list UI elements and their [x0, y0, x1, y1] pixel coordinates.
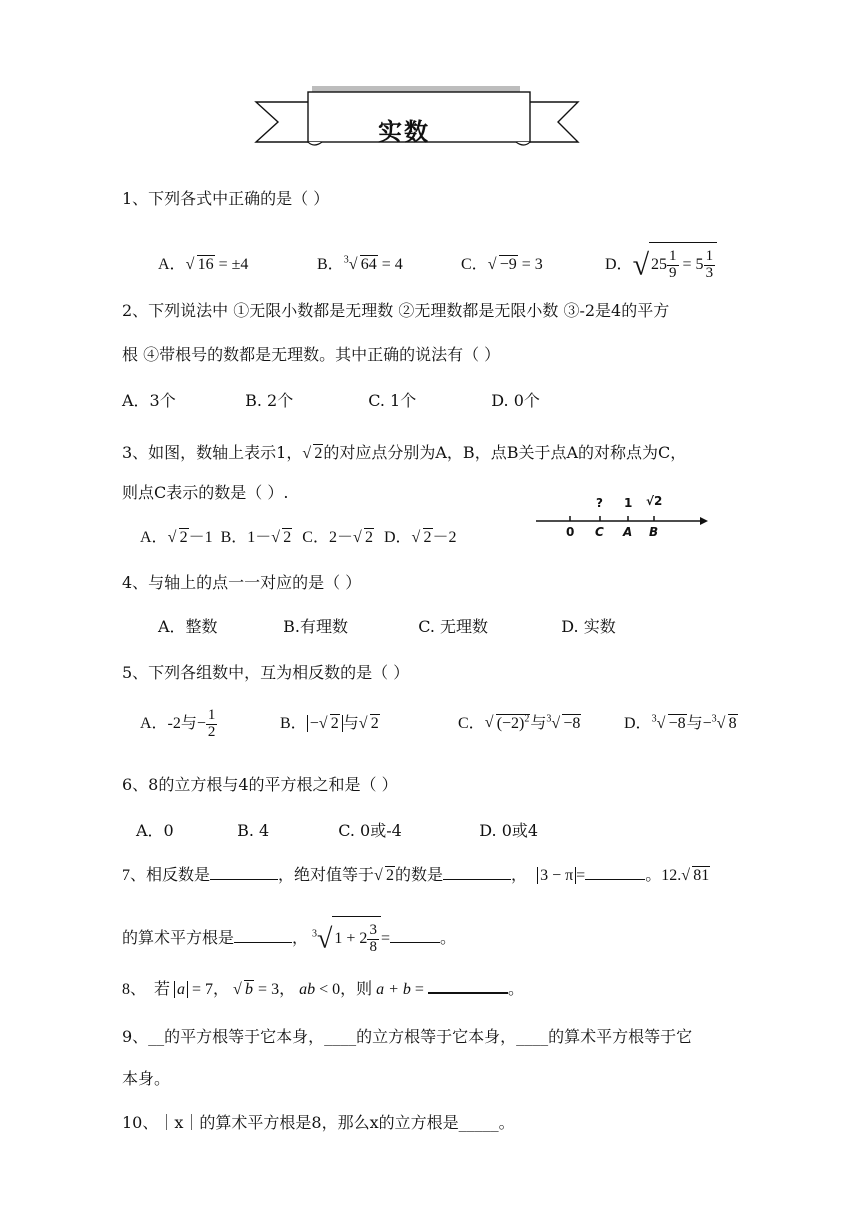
title-banner — [248, 78, 588, 156]
q3-option-d: D． √ 2－2 — [383, 529, 457, 546]
q3-option-c: C．2－ √ 2 — [302, 529, 373, 546]
q9-line1: 9、__的平方根等于它本身，____的立方根等于它本身，____的算术平方根等于它 — [122, 1027, 693, 1046]
q7-blank-4[interactable] — [234, 942, 292, 943]
q2-options — [122, 388, 540, 411]
q7-blank-1[interactable] — [210, 879, 278, 880]
q4-stem: 4、与轴上的点一一对应的是（ ） — [122, 573, 362, 592]
q4-option-a: A．整数 — [158, 617, 218, 636]
q4-option-c: C. 无理数 — [418, 617, 489, 636]
q2-option-a: A．3个 — [122, 391, 176, 410]
q7-blank-3[interactable] — [585, 879, 645, 880]
q7-blank-2[interactable] — [443, 879, 511, 880]
q6-options — [136, 818, 538, 841]
axis-label-one: 1 — [624, 496, 633, 510]
q2-line1: 2、下列说法中 ①无限小数都是无理数 ②无理数都是无限小数 ③-2是4的平方 — [122, 301, 670, 320]
q2-line2: 根 ④带根号的数都是无理数。其中正确的说法有（ ） — [122, 345, 501, 364]
q6-option-c: C. 0或-4 — [338, 821, 402, 840]
q3-line2: 则点C表示的数是（ ）. — [122, 483, 289, 502]
axis-label-a: A — [623, 525, 633, 539]
q6-option-a: A．0 — [136, 821, 174, 840]
axis-label-c: C — [595, 525, 604, 539]
q5-option-a: A．-2与− $\frac{1}{2}$ — [140, 707, 216, 740]
q5-stem: 5、下列各组数中，互为相反数的是（ ） — [122, 663, 410, 682]
q4-option-d: D. 实数 — [561, 617, 616, 636]
q5-option-c: C． √ $(-2)^2$与$^3$ √ −8 — [458, 713, 581, 732]
q5-options — [140, 708, 738, 741]
q5-option-b: B． − √ 2 与 √ 2 — [280, 714, 379, 732]
q4-options — [158, 614, 616, 637]
q3-line1: 3、如图，数轴上表示1， √ 2的对应点分别为A，B，点B关于点A的对称点为C， — [122, 443, 687, 462]
axis-label-sqrt2: √2 — [646, 494, 663, 508]
q10-line: 10、｜x｜的算术平方根是8，那么x的立方根是_____。 — [122, 1113, 515, 1132]
q1-option-a: A． √ 16 = ±4 — [158, 255, 249, 273]
q2-option-d: D. 0个 — [491, 391, 540, 410]
q2-option-c: C. 1个 — [368, 391, 417, 410]
number-line-figure — [534, 494, 714, 544]
axis-label-b: B — [649, 525, 659, 539]
q6-option-b: B. 4 — [237, 821, 270, 840]
q9-line2: 本身。 — [122, 1069, 171, 1088]
q4-option-b: B.有理数 — [283, 617, 348, 636]
q1-option-c: C． √ −9 = 3 — [461, 255, 543, 273]
q7-blank-5[interactable] — [390, 942, 440, 943]
q3-option-a: A． √ 2－1 — [140, 529, 213, 546]
q5-option-d: D．$^3$ √ −8与−$^3$ √ 8 — [624, 713, 737, 732]
q8-line: 8、 若 a = 7， √ b = 3， ab < 0，则 a + b = 。 — [122, 981, 524, 998]
q3-options — [140, 524, 457, 547]
q1-option-b: B．$^3$ √ 64 = 4 — [317, 254, 403, 273]
axis-label-q: ? — [596, 496, 603, 510]
banner-title: 实数 — [378, 118, 430, 146]
q7-line1: 7、相反数是 ，绝对值等于 √ 2的数是 ， 3 − π = 。12. √ 81 — [122, 867, 710, 884]
q1-option-d: D．√ 25 $\frac{1}{9}$ = 5 $\frac{1}{3}$ — [605, 242, 717, 282]
q1-options — [158, 242, 717, 282]
q8-blank[interactable] — [428, 992, 508, 994]
q6-stem: 6、8的立方根与4的平方根之和是（ ） — [122, 775, 398, 794]
q2-option-b: B. 2个 — [245, 391, 294, 410]
q7-line2: 的算术平方根是 ， $^3$√ 1 + 2 $\frac{3}{8}$ = 。 — [122, 916, 456, 956]
q3-option-b: B．1－ √ 2 — [220, 529, 292, 546]
q6-option-d: D. 0或4 — [479, 821, 539, 840]
axis-label-zero: 0 — [566, 525, 575, 539]
q1-stem: 1、下列各式中正确的是（ ） — [122, 189, 330, 208]
